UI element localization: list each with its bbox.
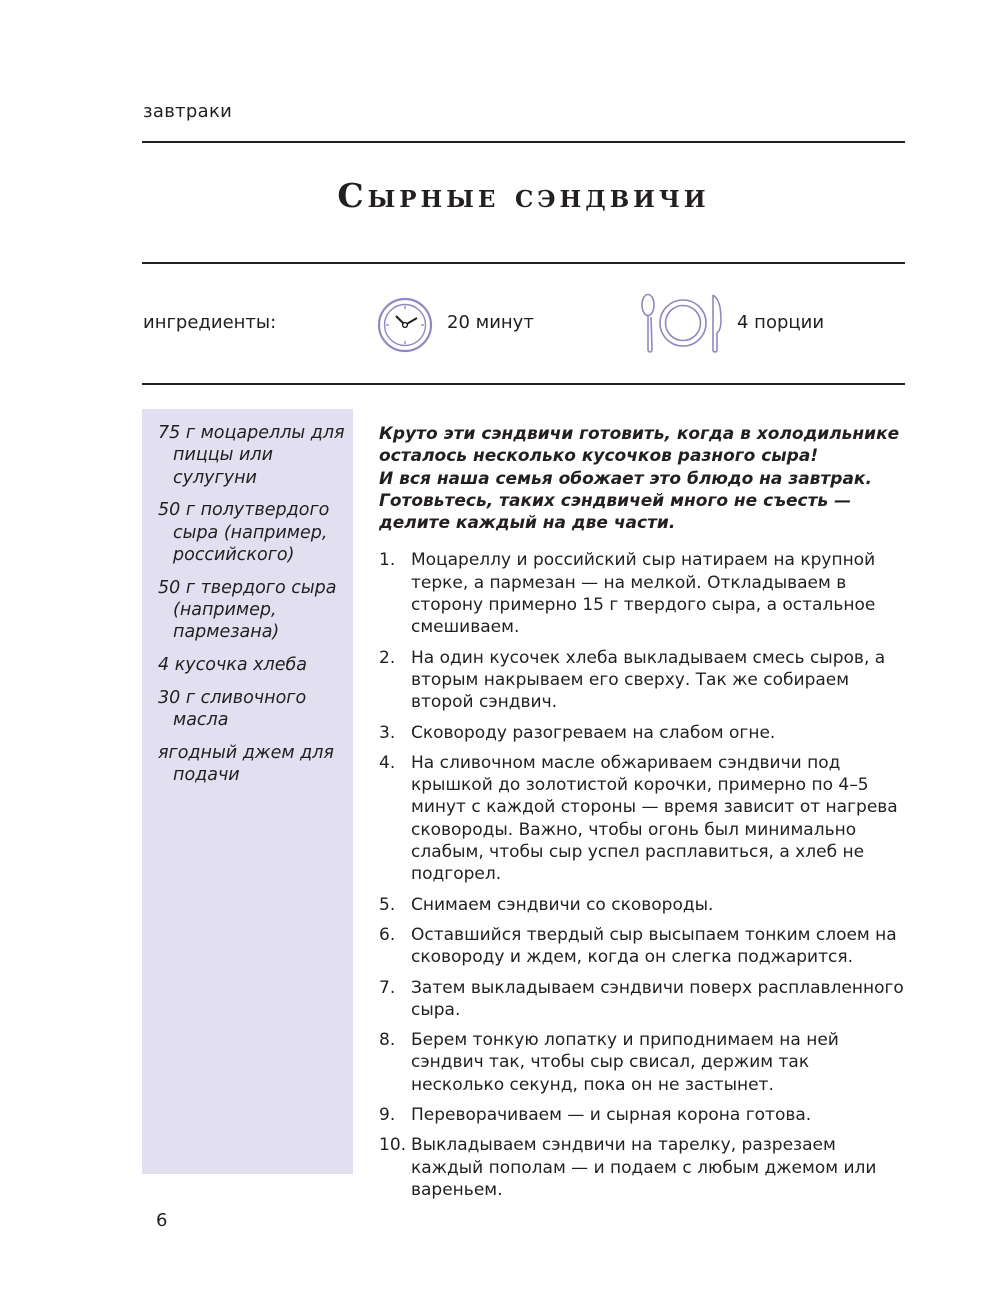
recipe-content <box>379 423 907 1209</box>
step-number: 5. <box>379 894 396 915</box>
step-text: Берем тонкую лопатку и приподнимаем на ней сэндвич так, чтобы сыр свисал, держим так несколько секунд, пока он не застынет. <box>411 1030 839 1095</box>
ingredients-panel <box>142 409 353 1174</box>
intro-line: делите каждый на две части. <box>379 513 676 534</box>
step-text: Оставшийся твердый сыр высыпаем тонким слоем на сковороду и ждем, когда он слегка поджарится. <box>411 924 897 968</box>
step-item <box>379 977 907 1022</box>
step-number: 1. <box>379 550 396 571</box>
meta-rule <box>142 383 905 385</box>
step-text: Моцареллу и российский сыр натираем на крупной терке, а пармезан — на мелкой. Откладываем в сторону примерно 15 г твердого сыра, а остальное смешиваем. <box>411 550 876 638</box>
clock-icon <box>377 297 433 353</box>
ingredient-item: 30 г сливочного масла <box>158 687 307 731</box>
step-number: 7. <box>379 977 396 998</box>
steps-list <box>379 549 907 1201</box>
step-item <box>379 1029 907 1096</box>
step-number: 10. <box>379 1135 407 1156</box>
step-number: 3. <box>379 722 396 743</box>
step-item <box>379 924 907 969</box>
step-text: Переворачиваем — и сырная корона готова. <box>411 1105 812 1126</box>
intro-line: Готовьтесь, таких сэндвичей много не съесть — <box>379 490 852 511</box>
tableware-icon <box>640 293 724 353</box>
recipe-title: Сырные сэндвичи <box>337 176 710 215</box>
servings: 4 порции <box>737 312 825 333</box>
recipe-intro <box>379 423 907 534</box>
ingredient-item: 50 г полутвердого сыра (например, российского) <box>158 500 330 565</box>
step-text: Затем выкладываем сэндвичи поверх расплавленного сыра. <box>411 977 904 1020</box>
ingredients-label: ингредиенты: <box>143 312 277 333</box>
step-text: На один кусочек хлеба выкладываем смесь сыров, а вторым накрываем его сверху. Так же собираем второй сэндвич. <box>411 647 886 713</box>
step-item <box>379 549 907 638</box>
page-number: 6 <box>156 1210 168 1231</box>
intro-line: осталось несколько кусочков разного сыра! <box>379 446 819 467</box>
step-number: 9. <box>379 1105 396 1126</box>
step-text: Сковороду разогреваем на слабом огне. <box>411 722 776 743</box>
step-item <box>379 1104 907 1126</box>
step-item <box>379 722 907 744</box>
step-item <box>379 647 907 714</box>
top-rule <box>142 141 905 143</box>
step-number: 8. <box>379 1030 396 1051</box>
section-label: завтраки <box>143 101 233 122</box>
intro-line: Круто эти сэндвичи готовить, когда в холодильнике <box>379 424 900 444</box>
step-number: 6. <box>379 924 396 945</box>
step-number: 2. <box>379 647 396 668</box>
step-text: Выкладываем сэндвичи на тарелку, разрезаем каждый пополам — и подаем с любым джемом или вареньем. <box>411 1135 877 1200</box>
title-rule <box>142 262 905 264</box>
ingredient-item: ягодный джем для подачи <box>158 743 334 786</box>
step-text: На сливочном масле обжариваем сэндвичи под крышкой до золотистой корочки, примерно по 4–5 минут с каждой стороны — время зависит от нагрева сковороды. Важно, чтобы огонь был минимально слабым, чтобы сыр успел расплавиться, а хлеб не подгорел. <box>411 752 898 885</box>
intro-line: И вся наша семья обожает это блюдо на завтрак. <box>379 468 872 489</box>
step-item <box>379 752 907 886</box>
ingredient-item: 75 г моцареллы для пиццы или сулугуни <box>158 423 345 488</box>
step-item <box>379 1134 907 1201</box>
step-text: Снимаем сэндвичи со сковороды. <box>411 894 714 915</box>
ingredient-item: 50 г твердого сыра (например, пармезана) <box>158 577 337 643</box>
cooking-time: 20 минут <box>447 312 534 333</box>
step-number: 4. <box>379 752 396 773</box>
step-item <box>379 894 907 916</box>
ingredients-list <box>142 409 353 787</box>
ingredient-item: 4 кусочка хлеба <box>158 655 307 676</box>
